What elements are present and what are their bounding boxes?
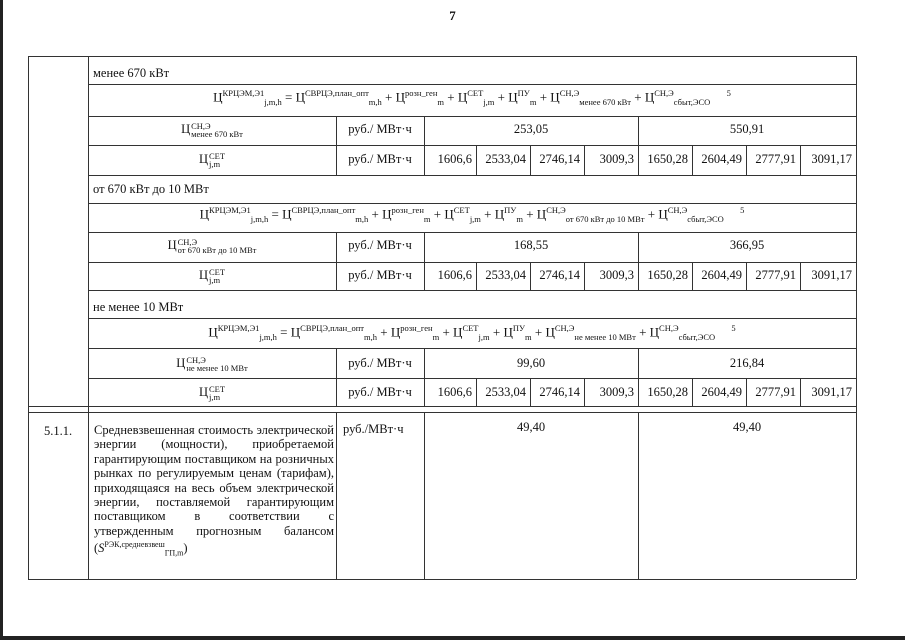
grid-hline: [88, 262, 856, 263]
formula-2: $Ц^{КРЦЭМ,Э1}_{j,m,h} = Ц^{СВРЦЭ,план\_опт}_{m,h} + Ц^{розн\_ген}_m + Ц^{СЕТ}_{j,m} + Ц^{ПУ}_m + Ц^{СН,Э}_{от 670 кВт до 10 МВт} + Ц^{СН,Э}_{сбыт,ЭСО}$ $^5$: [199, 205, 745, 224]
grid-hline: [28, 412, 856, 413]
set-value-3-7: 2777,91: [755, 385, 796, 399]
section-heading-1: менее 670 кВт: [93, 66, 170, 80]
unit-cn-2: руб./ МВт·ч: [348, 238, 412, 252]
set-value-1-1: 1606,6: [437, 152, 472, 166]
set-value-3-1: 1606,6: [437, 385, 472, 399]
grid-hline: [88, 318, 856, 319]
value-5-1-1-a: 49,40: [516, 420, 546, 434]
grid-vline: [856, 56, 857, 579]
cn-symbol-1: ЦСН,Э менее 670 кВт: [181, 121, 243, 140]
set-value-1-2: 2533,04: [485, 152, 526, 166]
cn-value-1-b: 550,91: [729, 122, 765, 136]
cn-value-1-a: 253,05: [513, 122, 549, 136]
set-value-3-8: 3091,17: [811, 385, 852, 399]
row-number-5-1-1: 5.1.1.: [43, 424, 73, 438]
grid-hline: [88, 290, 856, 291]
grid-hline: [28, 56, 856, 57]
set-value-1-3: 2746,14: [539, 152, 580, 166]
set-symbol-2: ЦСЕТ j,m: [198, 267, 226, 286]
unit-cn-1: руб./ МВт·ч: [348, 122, 412, 136]
set-value-2-5: 1650,28: [647, 268, 688, 282]
set-value-3-4: 3009,3: [599, 385, 634, 399]
cn-symbol-2: ЦСН,Э от 670 кВт до 10 МВт: [167, 237, 257, 256]
grid-hline: [88, 84, 856, 85]
grid-hline: [88, 145, 856, 146]
grid-hline: [88, 378, 856, 379]
set-value-2-8: 3091,17: [811, 268, 852, 282]
grid-hline: [88, 116, 856, 117]
footnote-mark: 5: [726, 88, 731, 98]
unit-set-3: руб./ МВт·ч: [348, 385, 412, 399]
cn-value-3-b: 216,84: [729, 356, 765, 370]
section-heading-2: от 670 кВт до 10 МВт: [93, 182, 209, 196]
grid-hline: [88, 175, 856, 176]
set-value-2-4: 3009,3: [599, 268, 634, 282]
grid-vline: [638, 412, 639, 579]
set-value-3-6: 2604,49: [701, 385, 742, 399]
set-value-2-2: 2533,04: [485, 268, 526, 282]
grid-hline: [28, 579, 856, 580]
grid-vline: [336, 412, 337, 579]
set-value-3-5: 1650,28: [647, 385, 688, 399]
scan-edge-bottom: [0, 636, 905, 640]
unit-set-1: руб./ МВт·ч: [348, 152, 412, 166]
set-value-2-1: 1606,6: [437, 268, 472, 282]
section-heading-3: не менее 10 МВт: [93, 300, 184, 314]
set-value-1-7: 2777,91: [755, 152, 796, 166]
cn-value-2-a: 168,55: [513, 238, 549, 252]
set-value-1-4: 3009,3: [599, 152, 634, 166]
cn-value-2-b: 366,95: [729, 238, 765, 252]
grid-hline: [88, 232, 856, 233]
set-value-1-6: 2604,49: [701, 152, 742, 166]
set-value-3-2: 2533,04: [485, 385, 526, 399]
set-value-1-5: 1650,28: [647, 152, 688, 166]
unit-cn-3: руб./ МВт·ч: [348, 356, 412, 370]
grid-vline: [424, 412, 425, 579]
cn-symbol-3: ЦСН,Э не менее 10 МВт: [176, 355, 248, 374]
formula-1: $Ц^{КРЦЭМ,Э1}_{j,m,h} = Ц^{СВРЦЭ,план\_опт}_{m,h} + Ц^{розн\_ген}_m + Ц^{СЕТ}_{j,m} + Ц^{ПУ}_m + Ц^{СН,Э}_{менее 670 кВт} + Ц^{СН,Э}_{сбыт,ЭСО}$ $^5$: [213, 88, 731, 107]
set-value-2-6: 2604,49: [701, 268, 742, 282]
unit-set-2: руб./ МВт·ч: [348, 268, 412, 282]
footnote-mark: 5: [731, 323, 736, 333]
set-symbol-3: ЦСЕТ j,m: [198, 384, 226, 403]
formula-3: $Ц^{КРЦЭМ,Э1}_{j,m,h} = Ц^{СВРЦЭ,план\_опт}_{m,h} + Ц^{розн\_ген}_m + Ц^{СЕТ}_{j,m} + Ц^{ПУ}_m + Ц^{СН,Э}_{не менее 10 МВт} + Ц^{СН,Э}_{сбыт,ЭСО}$ $^5$: [208, 323, 736, 342]
set-symbol-1: ЦСЕТ j,m: [198, 151, 226, 170]
set-value-2-3: 2746,14: [539, 268, 580, 282]
row-description-5-1-1: Средневзвешенная стоимость электрической энергии (мощности), приобретаемой гарантирующим поставщиком на розничных рынках по регулируемым ценам (тарифам), приходящаяся на весь объем электрической энергии, поставляемой гарантирующим поставщиком в соответствии с утвержденным прогнозным балансом $(S^{РЭК,средневзвеш}_{ГП,m})$: [94, 423, 334, 558]
grid-hline: [88, 203, 856, 204]
set-value-3-3: 2746,14: [539, 385, 580, 399]
set-value-1-8: 3091,17: [811, 152, 852, 166]
unit-5-1-1: руб./МВт·ч: [343, 422, 404, 436]
page-number: 7: [449, 8, 456, 23]
value-5-1-1-b: 49,40: [732, 420, 762, 434]
cn-value-3-a: 99,60: [516, 356, 546, 370]
set-value-2-7: 2777,91: [755, 268, 796, 282]
grid-vline: [28, 56, 29, 579]
scan-edge-left: [0, 0, 3, 640]
grid-hline: [88, 348, 856, 349]
footnote-mark: 5: [740, 205, 745, 215]
grid-hline: [28, 406, 856, 407]
